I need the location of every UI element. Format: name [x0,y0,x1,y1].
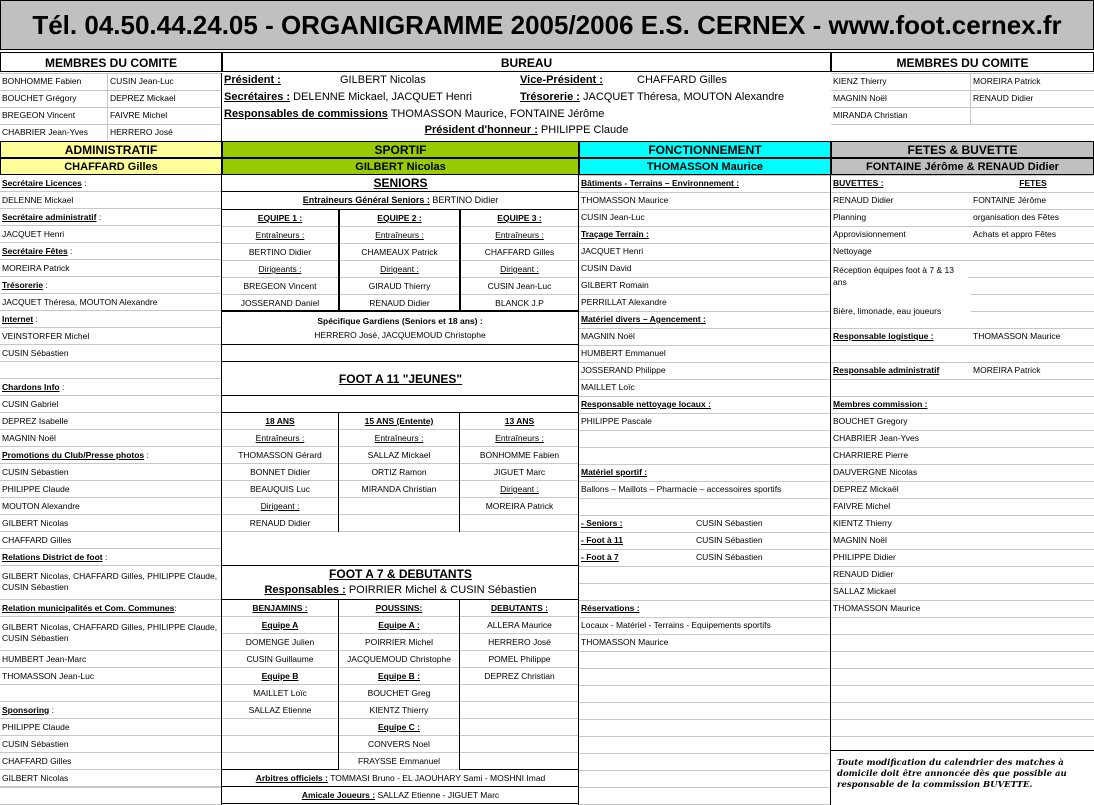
president-honneur-label: Président d'honneur : [424,124,538,136]
secretaires-label: Secrétaires : [224,91,291,103]
arbitres-line [222,770,579,787]
admin-heading [0,549,222,566]
admin-heading-label: Relations District de foot [2,552,103,562]
admin-value: VEINSTORFER Michel [0,328,222,345]
equipe-row: Dirigeants : [222,261,338,278]
admin-value: THOMASSON Jean-Luc [0,668,222,685]
fonct-row: PHILIPPE Pascale [581,416,652,426]
title-bar [0,0,1094,50]
admin-value: JACQUET Théresa, MOUTON Alexandre [0,294,222,311]
foot7-resp-names: POIRRIER Michel & CUSIN Sébastien [348,584,537,596]
foot7-resp-label: Responsables : [264,584,346,596]
admin-value: CUSIN Sébastien [0,345,222,362]
admin-value [0,685,222,702]
foot7-cat-title: DEBUTANTS : [460,600,579,617]
fonct-row [579,175,831,192]
fonct-heading: - Foot à 11 [581,535,624,545]
fonct-row [579,566,831,583]
spacer [222,345,579,362]
admin-heading-suffix: : [67,246,73,256]
section-title: FONCTIONNEMENT [579,141,831,158]
membre-commission: RENAUD Didier [833,569,894,579]
comite-member: BREGEON Vincent [0,107,108,124]
biere: Bière, limonade, eau joueurs [831,294,971,328]
comite-member: BOUCHET Grégory [0,90,108,107]
admin-heading-suffix: : [102,552,108,562]
jeunes-title: 18 ANS [222,413,338,430]
foot7-row: Equipe C : [339,719,459,736]
foot7-block [222,600,339,770]
fetes-row [831,243,1094,260]
bureau [222,73,831,141]
arbitres-label: Arbitres officiels : [255,773,328,783]
admin-heading-label: Sponsoring [2,705,50,715]
equipe-row: BERTINO Didier [222,244,338,261]
fetes-row [831,209,1094,226]
foot7-row: Equipe A [222,617,338,634]
tresorerie: JACQUET Théresa, MOUTON Alexandre [582,91,785,103]
spacer [222,532,579,566]
admin-heading-suffix: : [33,314,38,324]
membre-commission: KIENTZ Thierry [833,518,892,528]
fonct-heading: Bâtiments - Terrains – Environnement : [581,178,740,188]
equipe-row: Entraîneurs : [340,227,459,244]
jeunes-block [222,413,339,532]
eg-label: Entraineurs Général Seniors : [302,195,430,205]
foot7-row: POIRRIER Michel [339,634,459,651]
admin-heading-suffix: : [43,280,48,290]
fonct-row [579,515,831,532]
equipe-row: EQUIPE 3 : [461,210,578,227]
equipe-row: RENAUD Didier [340,295,459,312]
jeunes-row: Entraîneurs : [339,430,459,447]
admin-heading-suffix: : [49,705,54,715]
foot7-row: Equipe A : [339,617,459,634]
fonct-row [579,549,831,566]
entraineur-general [222,192,579,209]
admin-value: CUSIN Sébastien [0,464,222,481]
foot7-row [460,685,579,702]
admin-value: GILBERT Nicolas, CHAFFARD Gilles, PHILIPPE Claude, CUSIN Sébastien [0,617,222,651]
foot7-row: JACQUEMOUD Christophe [339,651,459,668]
vice-president: CHAFFARD Gilles [637,74,727,86]
equipe-row: EQUIPE 2 : [340,210,459,227]
admin-value: GILBERT Nicolas [0,770,222,787]
spacer [222,396,579,413]
header-comite-left: MEMBRES DU COMITE [0,52,222,72]
foot7-row: MAILLET Loïc [222,685,338,702]
admin-value [0,362,222,379]
fonct-row [579,600,831,617]
membre-commission: SALLAZ Mickael [833,586,896,596]
comite-left [0,73,222,141]
fonct-row [579,447,831,464]
buvette-item: Nettoyage [833,246,872,256]
tresorerie-label: Trésorerie : [520,91,580,103]
membres-commission-label: Membres commission : [833,399,928,409]
admin-value: MOUTON Alexandre [0,498,222,515]
amicale-names: SALLAZ Etienne - JIGUET Marc [377,790,500,800]
jeunes-row: JIGUET Marc [460,464,579,481]
foot7-row: BOUCHET Greg [339,685,459,702]
fonct-row [579,464,831,481]
fetes-heading-row [831,175,1094,192]
president-honneur: PHILIPPE Claude [540,124,629,136]
membre-commission: FAIVRE Michel [833,501,891,511]
fonct-row: JOSSERAND Philippe [581,365,666,375]
logistique-name: THOMASSON Maurice [973,331,1061,341]
foot7-row: CUSIN Guillaume [222,651,338,668]
foot7-row: HERRERO José [460,634,579,651]
membre-commission: BOUCHET Gregory [833,416,908,426]
admin-column [0,175,222,805]
admin-heading-suffix: : [144,450,149,460]
admin-value: MAGNIN Noël [0,430,222,447]
buvette-item: Planning [833,212,867,222]
fonct-row [579,498,831,515]
fonct-row: PERRILLAT Alexandre [581,297,667,307]
fonct-row: Ballons – Maillots – Pharmacie – accessoires sportifs [581,484,782,494]
admin-heading-label: Trésorerie [2,280,44,290]
admin-value: HUMBERT Jean-Marc [0,651,222,668]
admin-value: DEPREZ Isabelle [0,413,222,430]
admin-heading [0,702,222,719]
admin-value: GILBERT Nicolas, CHAFFARD Gilles, PHILIPPE Claude, CUSIN Sébastien [0,566,222,600]
buvettes-label: BUVETTES : [833,178,884,188]
equipe-row: BLANCK J.P [461,295,578,312]
equipe-block [339,209,460,311]
jeunes-title: 15 ANS (Entente) [339,413,459,430]
admin-heading [0,277,222,294]
equipe-row: JOSSERAND Daniel [222,295,338,312]
amicale [222,787,579,804]
gardiens-block [222,311,579,345]
membre-commission: PHILIPPE Didier [833,552,896,562]
membre-commission: MAGNIN Noël [833,535,887,545]
foot7-row [460,702,579,719]
buvette-item: RENAUD Didier [833,195,894,205]
fonct-row [579,396,831,413]
jeunes-row: Entraîneurs : [222,430,338,447]
admin-heading-label: Promotions du Club/Presse photos [2,450,145,460]
fonct-row [579,311,831,328]
admin-value: CUSIN Gabriel [0,396,222,413]
admin-heading-label: Relation municipalités et Com. Communes [2,603,175,613]
buvette-item: Approvisionnement [833,229,906,239]
fonct-value: CUSIN Sébastien [696,552,763,562]
admin-heading-label: Secrétaire administratif [2,212,97,222]
foot7-row: CONVERS Noel [339,736,459,753]
foot7-row: SALLAZ Etienne [222,702,338,719]
admin-value: PHILIPPE Claude [0,719,222,736]
admin-value: CHAFFARD Gilles [0,753,222,770]
foot7-row: DEPREZ Christian [460,668,579,685]
foot7-block [339,600,460,770]
fonct-heading: Réservations : [581,603,640,613]
membre-commission: THOMASSON Maurice [833,603,921,613]
admin-heading-label: Secrétaire Fêtes [2,246,68,256]
fonct-row: MAGNIN Noël [581,331,635,341]
equipe-row: Dirigeant : [340,261,459,278]
jeunes-row: SALLAZ Mickael [339,447,459,464]
fonct-heading: - Foot à 7 [581,552,619,562]
fonct-heading: Responsable nettoyage locaux : [581,399,711,409]
admin-heading-label: Chardons Info [2,382,60,392]
jeunes-row: BONNET Didier [222,464,338,481]
foot7-row [222,719,338,736]
comite-member: RENAUD Didier [973,93,1034,103]
foot11-label: FOOT A 11 "JEUNES" [338,372,463,386]
jeunes-row: RENAUD Didier [222,515,338,532]
membre-commission: CHABRIER Jean-Yves [833,433,919,443]
responsables-label: Responsables de commissions [224,108,388,120]
foot7-label: FOOT A 7 & DEBUTANTS [329,567,472,581]
arbitres-names: TOMMASI Bruno - EL JAOUHARY Sami - MOSHNI Imad [330,773,546,783]
fonct-row [579,583,831,600]
equipe-row: EQUIPE 1 : [222,210,338,227]
equipe-row: CHAMEAUX Patrick [340,244,459,261]
foot7-row [460,719,579,736]
foot7-title [222,566,579,600]
admin-heading [0,243,222,260]
foot7-row: KIENTZ Thierry [339,702,459,719]
admin-heading [0,600,222,617]
vice-president-label: Vice-Président : [520,74,603,86]
foot7-block [460,600,579,770]
responsables: THOMASSON Maurice, FONTAINE Jérôme [390,108,605,120]
admin-value: CHAFFARD Gilles [0,532,222,549]
jeunes-title: 13 ANS [460,413,579,430]
jeunes-row: Dirigeant : [460,481,579,498]
section-title: SPORTIF [222,141,579,158]
admin-value: CUSIN Sébastien [0,736,222,753]
fonct-heading: Matériel divers – Agencement : [581,314,706,324]
foot7-resp [222,583,579,598]
page-title: Tél. 04.50.44.24.05 - ORGANIGRAMME 2005/2006 E.S. CERNEX - www.foot.cernex.fr [32,10,1062,40]
foot7-row: POMEL Philippe [460,651,579,668]
admin-value: MOREIRA Patrick [0,260,222,277]
comite-member: MIRANDA Christian [831,107,971,124]
fonct-row: JACQUET Henri [581,246,644,256]
secretaires: DELENNE Mickael, JACQUET Henri [293,91,473,103]
jeunes-row [460,515,579,532]
fonct-value: CUSIN Sébastien [696,518,763,528]
admin-heading-label: Internet [2,314,34,324]
foot7-row: DOMENGE Julien [222,634,338,651]
fonct-row: THOMASSON Maurice [581,195,669,205]
comite-member: DEPREZ Mickael [110,93,176,103]
jeunes-row: MIRANDA Christian [339,481,459,498]
comite-member: FAIVRE Michel [110,110,168,120]
admin-heading [0,447,222,464]
membre-commission: DEPREZ Mickaël [833,484,899,494]
jeunes-row: THOMASSON Gérard [222,447,338,464]
foot11-title [222,362,579,396]
fetes-label: FETES [1019,178,1047,188]
equipe-row: Dirigeant : [461,261,578,278]
eg-name: BERTINO Didier [432,195,499,205]
fonct-row: Locaux - Matériel - Terrains - Equipements sportifs [581,620,771,630]
fonct-row: HUMBERT Emmanuel [581,348,666,358]
foot7-row: Equipe B [222,668,338,685]
jeunes-row [339,498,459,515]
comite-member [971,107,1094,124]
fetes-column [831,175,1094,805]
equipe-row: CUSIN Jean-Luc [461,278,578,295]
foot7-row: FRAYSSE Emmanuel [339,753,459,770]
fonct-heading: Traçage Terrain : [581,229,649,239]
fonct-row [579,532,831,549]
fonct-heading: Matériel sportif : [581,467,648,477]
resp-admin-row [831,362,1094,379]
comite-member: HERRERO José [110,127,173,137]
admin-value: DELENNE Mickael [0,192,222,209]
fonct-row [579,226,831,243]
fete-item: FONTAINE Jérôme [973,195,1047,205]
seniors-label: SENIORS [373,176,428,190]
fonct-row [579,430,831,447]
gardiens-title: Spécifique Gardiens (Seniors et 18 ans) : [317,316,483,326]
equipe-row: CHAFFARD Gilles [461,244,578,261]
fonct-row: THOMASSON Maurice [581,637,669,647]
seniors-title [222,175,579,192]
section-title: ADMINISTRATIF [0,141,222,158]
equipe-row: Entraîneurs : [222,227,338,244]
membre-commission: CHARRIERE Pierre [833,450,909,460]
fonctionnement-column [579,175,831,805]
jeunes-block [339,413,460,532]
admin-value: JACQUET Henri [0,226,222,243]
comite-member: MOREIRA Patrick [973,76,1041,86]
fonct-row: GILBERT Romain [581,280,649,290]
jeunes-row: MOREIRA Patrick [460,498,579,515]
fete-item: Achats et appro Fêtes [973,229,1057,239]
header-bureau: BUREAU [222,52,831,72]
admin-heading [0,209,222,226]
equipe-row: BREGEON Vincent [222,278,338,295]
equipe-row: GIRAUD Thierry [340,278,459,295]
fetes-row [831,192,1094,209]
admin-heading-suffix: : [59,382,65,392]
foot7-row [222,736,338,753]
admin-value: GILBERT Nicolas [0,515,222,532]
fonct-heading: - Seniors : [581,518,623,528]
fetes-row [831,226,1094,243]
foot7-row: Equipe B : [339,668,459,685]
arbitres [222,770,579,787]
jeunes-row: Entraîneurs : [460,430,579,447]
membre-commission: DAUVERGNE Nicolas [833,467,918,477]
jeunes-row: Dirigeant : [222,498,338,515]
section-title: FETES & BUVETTE [831,141,1094,158]
comite-member: CHABRIER Jean-Yves [0,124,108,141]
section-head: CHAFFARD Gilles [0,158,222,175]
admin-heading-label: Secrétaire Licences [2,178,82,188]
foot7-cat-title: BENJAMINS : [222,600,338,617]
equipe-block [222,209,339,311]
admin-value: PHILIPPE Claude [0,481,222,498]
foot7-cat-title: POUSSINS: [339,600,459,617]
admin-heading [0,175,222,192]
section-head: FONTAINE Jérôme & RENAUD Didier [831,158,1094,175]
resp-admin-name: MOREIRA Patrick [973,365,1041,375]
jeunes-row: BONHOMME Fabien [460,447,579,464]
jeunes-row: ORTIZ Ramon [339,464,459,481]
amicale-line [222,787,579,804]
fonct-row: CUSIN Jean-Luc [581,212,645,222]
section-head: THOMASSON Maurice [579,158,831,175]
comite-member: KIENZ Thierry [831,73,971,90]
jeunes-row [339,515,459,532]
section-head: GILBERT Nicolas [222,158,579,175]
comite-member: MAGNIN Noël [831,90,971,107]
equipe-block [460,209,579,311]
equipe-row: Entraîneurs : [461,227,578,244]
logistique-row [831,328,1094,345]
admin-heading-suffix: : [81,178,87,188]
admin-heading [0,311,222,328]
reception: Réception équipes foot à 7 & 13 ans [833,264,968,288]
eg-line [222,192,579,209]
amicale-label: Amicale Joueurs : [301,790,376,800]
fete-item: organisation des Fêtes [973,212,1059,222]
president-label: Président : [224,74,281,86]
resp-admin-label: Responsable administratif [833,365,940,375]
jeunes-row: BEAUQUIS Luc [222,481,338,498]
comite-member: CUSIN Jean-Luc [110,76,174,86]
admin-heading-suffix: : [96,212,102,222]
fonct-value: CUSIN Sébastien [696,535,763,545]
foot7-row [460,736,579,753]
comite-member: BONHOMME Fabien [0,73,108,90]
sportif-column [222,175,579,805]
foot7-row: ALLERA Maurice [460,617,579,634]
jeunes-block [460,413,579,532]
fonct-row: CUSIN David [581,263,632,273]
admin-heading [0,379,222,396]
admin-heading-suffix: : [174,603,177,613]
header-comite-right: MEMBRES DU COMITE [831,52,1094,72]
logistique-label: Responsable logistique : [833,331,934,341]
president: GILBERT Nicolas [340,74,426,86]
fonct-row: MAILLET Loïc [581,382,635,392]
gardiens-names: HERRERO José, JACQUEMOUD Christophe [314,330,486,340]
comite-right [831,73,1094,141]
buvette-note: Toute modification du calendrier des matches à domicile doit être annoncée dès que possible au responsable de la commission BUVETTE. [831,750,1094,805]
